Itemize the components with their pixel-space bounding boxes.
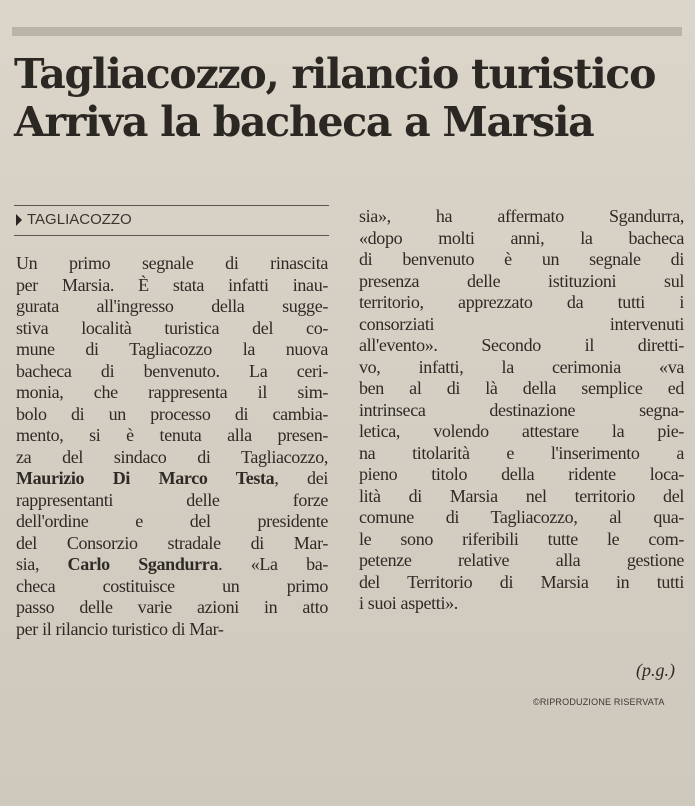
article-line: comune di Tagliacozzo, al qua- [359, 507, 684, 527]
headline-line-1: Tagliacozzo, rilancio turistico [14, 50, 656, 98]
article-line: del Consorzio stradale di Mar- [16, 532, 328, 553]
kicker-rule-top [14, 205, 329, 206]
article-line: mento, si è tenuta alla presen- [16, 425, 328, 445]
article-line: rappresentanti delle forze [16, 489, 328, 510]
article-line: petenze relative alla gestione [359, 550, 684, 570]
headline-line-2: Arriva la bacheca a Marsia [14, 98, 594, 146]
person-name: Maurizio Di Marco Testa [16, 468, 275, 488]
article-column-1 [16, 253, 328, 640]
line-prefix: sia, [16, 554, 68, 574]
article-line: le sono riferibili tutte le com- [359, 528, 684, 549]
article-line: per il rilancio turistico di Mar- [16, 618, 224, 639]
article-line: intrinseca destinazione segna- [359, 399, 684, 420]
article-line: bacheca di benvenuto. La ceri- [16, 360, 328, 381]
line-rest: . «La ba- [218, 554, 329, 574]
line-rest: , dei [274, 468, 328, 488]
article-line: del Territorio di Marsia in tutti [359, 571, 684, 592]
article-line: dell'ordine e del presidente [16, 511, 328, 531]
article-line: consorziati intervenuti [359, 313, 684, 334]
article-column-2 [359, 206, 684, 615]
article-line: ben al di là della semplice ed [359, 378, 684, 398]
article-line: stiva località turistica del co- [16, 317, 328, 338]
triangle-bullet-icon [16, 214, 22, 226]
article-line: presenza delle istituzioni sul [359, 270, 684, 291]
top-rule [12, 27, 682, 36]
article-line: territorio, apprezzato da tutti i [359, 292, 684, 312]
article-line: vo, infatti, la cerimonia «va [359, 356, 684, 377]
article-line: monia, che rappresenta il sim- [16, 382, 328, 402]
copyright-notice: ©RIPRODUZIONE RISERVATA [533, 697, 665, 707]
article-line: bolo di un processo di cambia- [16, 403, 328, 424]
article-line: i suoi aspetti». [359, 593, 458, 613]
article-line: gurata all'ingresso della sugge- [16, 296, 328, 316]
article-line: passo delle varie azioni in atto [16, 597, 328, 617]
article-line: per Marsia. È stata infatti inau- [16, 274, 328, 295]
article-line: lità di Marsia nel territorio del [359, 485, 684, 506]
article-line: letica, volendo attestare la pie- [359, 421, 684, 441]
article-line [16, 554, 328, 576]
article-line: sia», ha affermato Sgandurra, [359, 206, 684, 226]
kicker-label: TAGLIACOZZO [27, 211, 132, 228]
article-line: na titolarità e l'inserimento a [359, 442, 684, 463]
kicker-rule-bottom [14, 235, 329, 236]
section-kicker [16, 211, 132, 228]
article-line: mune di Tagliacozzo la nuova [16, 339, 328, 359]
article-line: di benvenuto è un segnale di [359, 249, 684, 269]
article-line [16, 468, 328, 490]
headline [14, 50, 689, 146]
article-line: checa costituisce un primo [16, 575, 328, 596]
person-name: Carlo Sgandurra [67, 554, 219, 574]
article-line: Un primo segnale di rinascita [16, 253, 328, 273]
author-signature: (p.g.) [636, 660, 675, 680]
article-line: pieno titolo della ridente loca- [359, 464, 684, 484]
article-line: «dopo molti anni, la bacheca [359, 227, 684, 248]
article-line: all'evento». Secondo il diretti- [359, 335, 684, 355]
article-line: za del sindaco di Tagliacozzo, [16, 446, 328, 467]
